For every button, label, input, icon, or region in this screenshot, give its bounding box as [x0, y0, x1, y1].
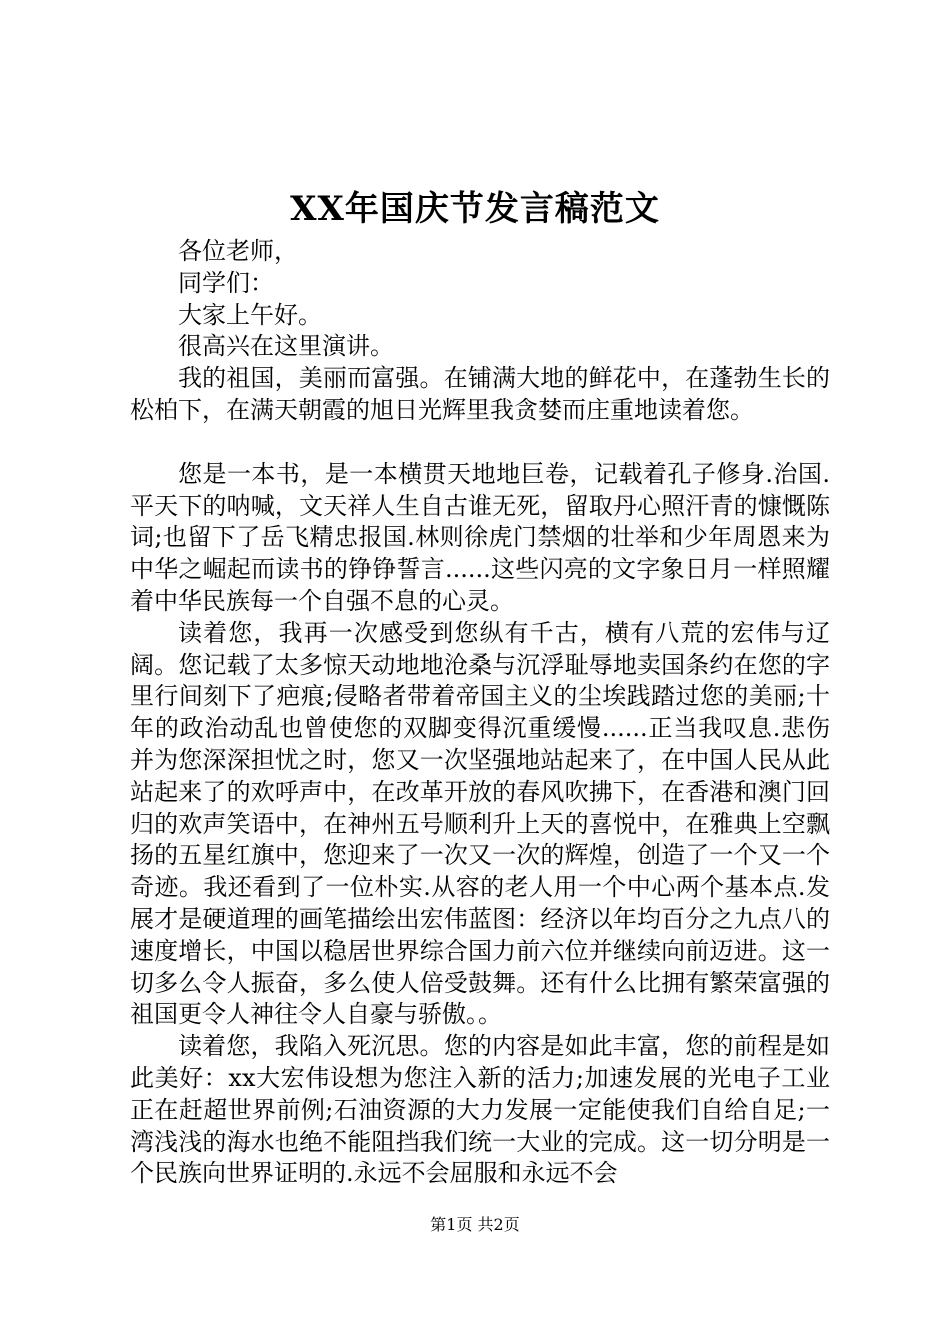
salutation-students: 同学们： — [178, 268, 274, 297]
body-paragraph: 读着您，我再一次感受到您纵有千古，横有八荒的宏伟与辽阔。您记载了太多惊天动地地沧桑与沉浮耻辱地卖国条约在您的字里行间刻下了疤痕;侵略者带着帝国主义的尘埃践踏过您的美丽;十年的政治动乱也曾使您的双脚变得沉重缓慢......正当我叹息.悲伤并为您深深担忧之时，您又一次坚强地站起来了，在中国人民从此站起来了的欢呼声中，在改革开放的春风吹拂下，在香港和澳门回归的欢声笑语中，在神州五号顺利升上天的喜悦中，在雅典上空飘扬的五星红旗中，您迎来了一次又一次的辉煌，创造了一个又一个奇迹。我还看到了一位朴实.从容的老人用一个中心两个基本点.发展才是硬道理的画笔描绘出宏伟蓝图：经济以年均百分之九点八的速度增长，中国以稳居世界综合国力前六位并继续向前迈进。这一切多么令人振奋，多么使人倍受鼓舞。还有什么比拥有繁荣富强的祖国更令人神往令人自豪与骄傲。。 — [130, 618, 830, 1029]
body-paragraph: 读着您，我陷入死沉思。您的内容是如此丰富，您的前程是如此美好：xx大宏伟设想为您注入新的活力;加速发展的光电子工业正在赶超世界前例;石油资源的大力发展一定能使我们自给自足;一湾浅浅的海水也绝不能阻挡我们统一大业的完成。这一切分明是一个民族向世界证明的.永远不会屈服和永远不会 — [130, 1032, 830, 1188]
salutation-teachers: 各位老师， — [178, 237, 298, 265]
page-number-footer: 第1页 共2页 — [430, 1215, 520, 1234]
document-title: XX年国庆节发言稿范文 — [290, 189, 660, 229]
greeting: 大家上午好。 — [178, 300, 322, 329]
opening-line: 很高兴在这里演讲。 — [178, 332, 394, 361]
document-body — [130, 236, 830, 1190]
body-paragraph: 我的祖国，美丽而富强。在铺满大地的鲜花中，在蓬勃生长的松柏下，在满天朝霞的旭日光辉里我贪婪而庄重地读着您。 — [130, 364, 830, 424]
body-paragraph: 您是一本书，是一本横贯天地地巨卷，记载着孔子修身.治国.平天下的呐喊，文天祥人生自古谁无死，留取丹心照汗青的慷慨陈词;也留下了岳飞精忠报国.林则徐虎门禁烟的壮举和少年周恩来为中华之崛起而读书的铮铮誓言......这些闪亮的文字象日月一样照耀着中华民族每一个自强不息的心灵。 — [130, 459, 830, 615]
